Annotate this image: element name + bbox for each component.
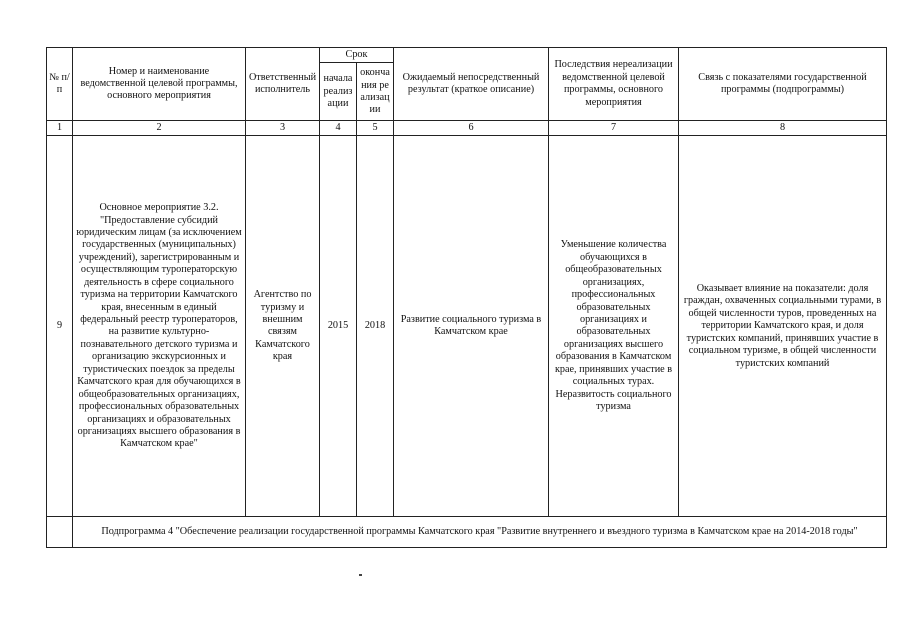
subprogram-title: Подпрограмма 4 "Обеспечение реализации государственной программы Камчатского края "Развитие внутреннего и въездного туризма в Камчатском крае на 2014-2018 годы" xyxy=(73,517,887,548)
column-number: 3 xyxy=(246,121,320,136)
scan-mark xyxy=(359,574,362,576)
column-number: 5 xyxy=(357,121,394,136)
row-end-year: 2018 xyxy=(357,136,394,517)
header-term: Срок xyxy=(320,48,394,63)
column-number: 8 xyxy=(679,121,887,136)
header-row xyxy=(47,48,887,63)
header-end: окончания реализации xyxy=(357,63,394,121)
row-consequences: Уменьшение количества обучающихся в общеобразовательных организациях, профессиональных образовательных организациях и образовательных организациях высшего образования в Камчатском крае, принявших участие в социальных турах. Неразвитость социального туризма xyxy=(549,136,679,517)
program-table xyxy=(46,47,887,548)
header-program-name: Номер и наименование ведомственной целевой программы, основного мероприятия xyxy=(73,48,246,121)
header-number: № п/п xyxy=(47,48,73,121)
header-executor: Ответственный исполнитель xyxy=(246,48,320,121)
column-number: 6 xyxy=(394,121,549,136)
table-row xyxy=(47,136,887,517)
row-executor: Агентство по туризму и внешним связям Камчатского края xyxy=(246,136,320,517)
subprogram-number-cell xyxy=(47,517,73,548)
column-number: 4 xyxy=(320,121,357,136)
row-link: Оказывает влияние на показатели: доля граждан, охваченных социальными турами, в общей численности туров, проведенных на территории Камчатского края, и доля туристских компаний, принявших участие в социальном туризме, в общей численности туристских компаний xyxy=(679,136,887,517)
header-link: Связь с показателями государственной программы (подпрограммы) xyxy=(679,48,887,121)
column-numbers-row xyxy=(47,121,887,136)
row-number: 9 xyxy=(47,136,73,517)
row-start-year: 2015 xyxy=(320,136,357,517)
row-result: Развитие социального туризма в Камчатском крае xyxy=(394,136,549,517)
row-program-name: Основное мероприятие 3.2. "Предоставление субсидий юридическим лицам (за исключением государственных (муниципальных) учреждений), зарегистрированным и осуществляющим туроператорскую деятельность в сфере социального туризма на территории Камчатского края, внесенным в единый федеральный реестр туроператоров, на развитие культурно-познавательного детского туризма и организацию экскурсионных и туристических поездок за пределы Камчатского края для обучающихся в общеобразовательных организациях, профессиональных образовательных организациях и образовательных организациях высшего образования в Камчатском крае" xyxy=(73,136,246,517)
column-number: 7 xyxy=(549,121,679,136)
header-result: Ожидаемый непосредственный результат (краткое описание) xyxy=(394,48,549,121)
column-number: 2 xyxy=(73,121,246,136)
column-number: 1 xyxy=(47,121,73,136)
header-start: начала реализации xyxy=(320,63,357,121)
header-consequences: Последствия нереализации ведомственной целевой программы, основного мероприятия xyxy=(549,48,679,121)
subprogram-row xyxy=(47,517,887,548)
